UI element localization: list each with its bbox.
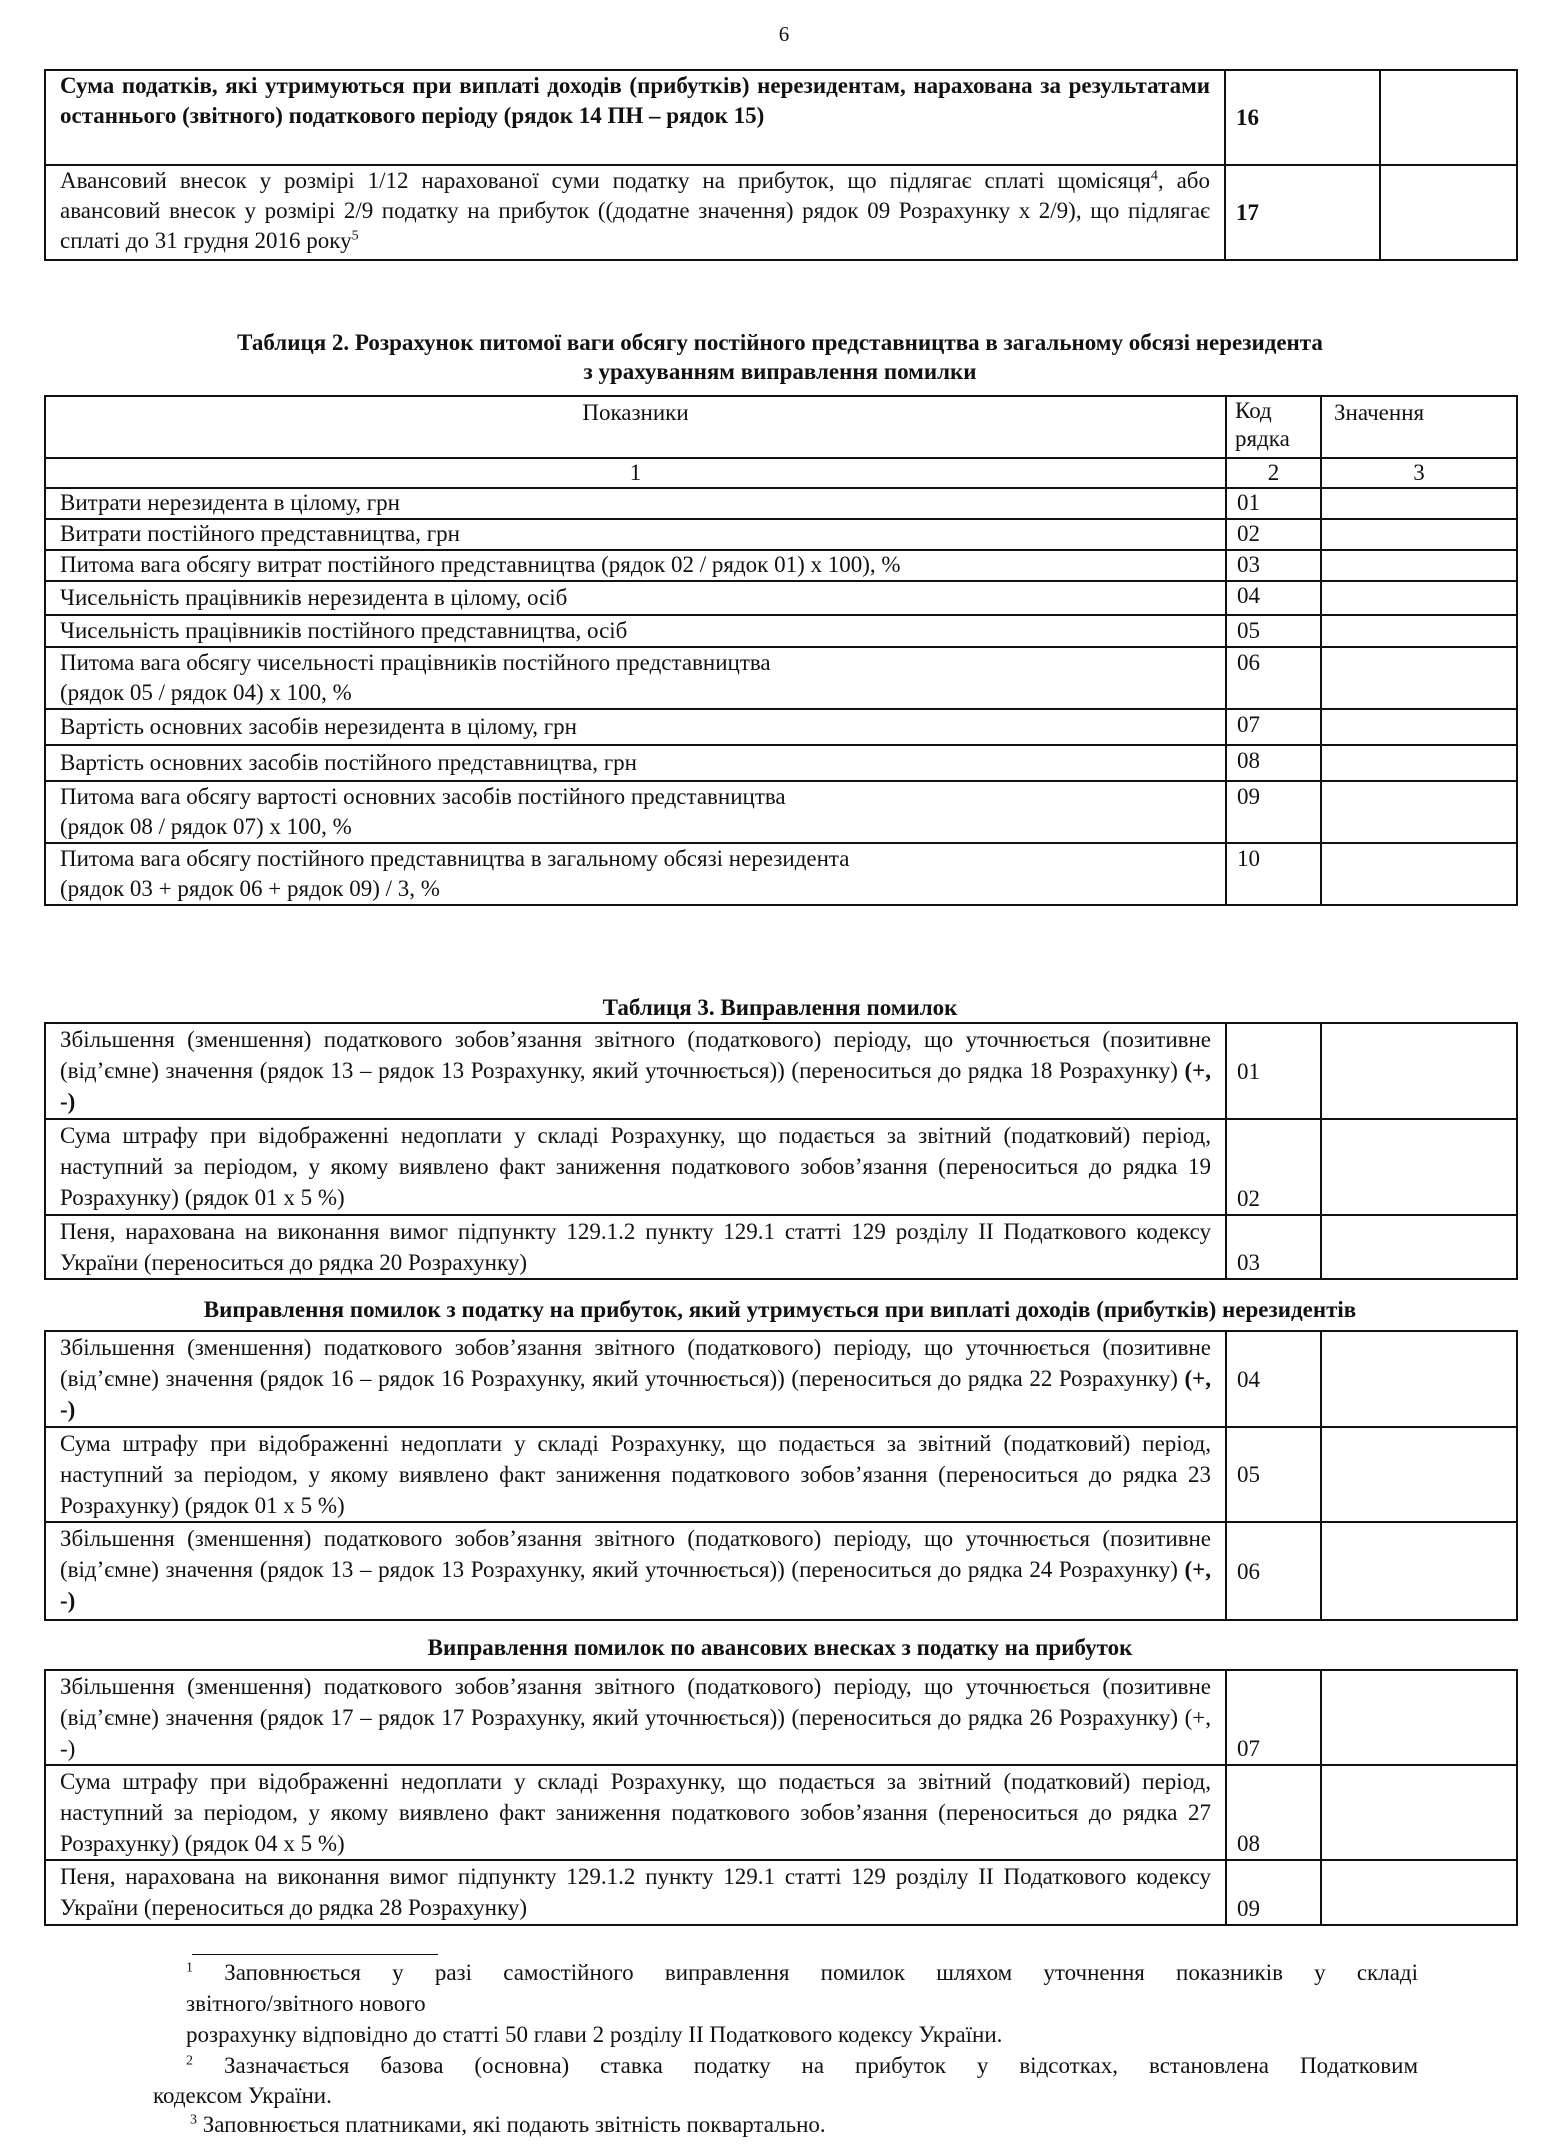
row-code: 10 bbox=[1226, 843, 1321, 905]
row-17-label bbox=[45, 165, 1225, 260]
footnote-1-mark: 1 bbox=[186, 1960, 193, 1976]
row-label bbox=[45, 647, 1226, 709]
row-code: 07 bbox=[1226, 709, 1321, 745]
table-row bbox=[45, 165, 1517, 260]
footnote-separator bbox=[192, 1954, 438, 1955]
footnote-3 bbox=[190, 2110, 826, 2140]
footnote-ref-5: 5 bbox=[351, 228, 359, 244]
row-label: Збільшення (зменшення) податкового зобов’язання звітного (податкового) періоду, що уточнюється (позитивне (від’ємне) значення (рядок 17 – рядок 17 Розрахунку, який уточнюється)) (переноситься до рядка 26 Розрахунку) (+, -) bbox=[45, 1670, 1226, 1765]
table-continuation bbox=[44, 69, 1518, 261]
table-row bbox=[45, 581, 1517, 615]
row-code: 08 bbox=[1226, 1765, 1321, 1860]
table-row bbox=[45, 1215, 1517, 1279]
row-value[interactable] bbox=[1321, 615, 1517, 647]
row-17-text-a: Авансовий внесок у розмірі 1/12 нарахованої суми податку на прибуток, що підлягає сплаті щомісяця bbox=[60, 168, 1151, 193]
row-value[interactable] bbox=[1321, 488, 1517, 519]
row-code: 09 bbox=[1226, 1860, 1321, 1925]
row-code: 07 bbox=[1226, 1670, 1321, 1765]
page-number: 6 bbox=[778, 22, 790, 46]
header-value: Значення bbox=[1321, 396, 1517, 458]
row-label: Витрати постійного представництва, грн bbox=[45, 519, 1226, 550]
row-label: Витрати нерезидента в цілому, грн bbox=[45, 488, 1226, 519]
sign-note: (+, -) bbox=[60, 1557, 1212, 1613]
subtitle-advance: Виправлення помилок по авансових внесках з податку на прибуток bbox=[427, 1635, 1133, 1660]
table-row bbox=[45, 1331, 1517, 1427]
row-value[interactable] bbox=[1321, 1860, 1517, 1925]
table-row bbox=[45, 488, 1517, 519]
table2-colnum-row bbox=[45, 458, 1517, 488]
row-value[interactable] bbox=[1321, 647, 1517, 709]
row-value[interactable] bbox=[1321, 709, 1517, 745]
footnote-2-line1 bbox=[186, 2051, 1418, 2081]
row-code: 02 bbox=[1226, 519, 1321, 550]
footnote-3-text: Заповнюється платниками, які подають звітність поквартально. bbox=[202, 2112, 826, 2137]
row-label: Чисельність працівників постійного представництва, осіб bbox=[45, 615, 1226, 647]
row-label: Сума штрафу при відображенні недоплати у складі Розрахунку, що подається за звітний (податковий) період, наступний за періодом, у якому виявлено факт заниження податкового зобов’язання (переноситься до рядка 27 Розрахунку) (рядок 04 х 5 %) bbox=[45, 1765, 1226, 1860]
row-value[interactable] bbox=[1321, 1023, 1517, 1119]
row-label: Вартість основних засобів нерезидента в цілому, грн bbox=[45, 709, 1226, 745]
row-label bbox=[45, 781, 1226, 843]
row-value[interactable] bbox=[1321, 781, 1517, 843]
row-label: Пеня, нарахована на виконання вимог підпункту 129.1.2 пункту 129.1 статті 129 розділу ІІ Податкового кодексу України (переноситься до рядка 20 Розрахунку) bbox=[45, 1215, 1226, 1279]
row-label: Сума штрафу при відображенні недоплати у складі Розрахунку, що подається за звітний (податковий) період, наступний за періодом, у якому виявлено факт заниження податкового зобов’язання (переноситься до рядка 19 Розрахунку) (рядок 01 х 5 %) bbox=[45, 1119, 1226, 1215]
header-code: Код рядка bbox=[1226, 396, 1321, 458]
table3-title: Таблиця 3. Виправлення помилок bbox=[602, 995, 958, 1020]
row-code: 03 bbox=[1226, 550, 1321, 581]
row-code: 03 bbox=[1226, 1215, 1321, 1279]
table-row bbox=[45, 550, 1517, 581]
row-code: 05 bbox=[1226, 615, 1321, 647]
row-code: 09 bbox=[1226, 781, 1321, 843]
row-code: 02 bbox=[1226, 1119, 1321, 1215]
row-text: Збільшення (зменшення) податкового зобов’язання звітного (податкового) періоду, що уточнюється (позитивне (від’ємне) значення (рядок 13 – рядок 13 Розрахунку, який уточнюється)) (переноситься до рядка 18 Розрахунку) bbox=[60, 1027, 1211, 1083]
table-row bbox=[45, 1023, 1517, 1119]
row-value[interactable] bbox=[1321, 1670, 1517, 1765]
colnum-1: 1 bbox=[45, 458, 1226, 488]
table-row bbox=[45, 843, 1517, 905]
table2-title-line1: Таблиця 2. Розрахунок питомої ваги обсягу постійного представництва в загальному обсязі нерезидента bbox=[237, 330, 1323, 355]
table-row bbox=[45, 781, 1517, 843]
row-17-value[interactable] bbox=[1380, 165, 1517, 260]
row-label: Сума штрафу при відображенні недоплати у складі Розрахунку, що подається за звітний (податковий) період, наступний за періодом, у якому виявлено факт заниження податкового зобов’язання (переноситься до рядка 23 Розрахунку) (рядок 01 х 5 %) bbox=[45, 1427, 1226, 1522]
table-row bbox=[45, 1119, 1517, 1215]
row-code: 04 bbox=[1226, 581, 1321, 615]
table3-advance bbox=[44, 1669, 1518, 1926]
table3-nonresident bbox=[44, 1330, 1518, 1621]
row-code: 05 bbox=[1226, 1427, 1321, 1522]
row-value[interactable] bbox=[1321, 1215, 1517, 1279]
footnote-2-text: Зазначається базова (основна) ставка податку на прибуток у відсотках, встановлена Податковим bbox=[223, 2053, 1419, 2078]
footnote-1-line3: розрахунку відповідно до статті 50 глави 2 розділу ІІ Податкового кодексу України. bbox=[186, 2022, 1003, 2047]
row-code: 06 bbox=[1226, 1522, 1321, 1620]
row-label-line2: (рядок 05 / рядок 04) х 100, % bbox=[60, 680, 352, 705]
row-16-label: Сума податків, які утримуються при виплаті доходів (прибутків) нерезидентам, нарахована за результатами останнього (звітного) податкового періоду (рядок 14 ПН – рядок 15) bbox=[45, 70, 1225, 165]
row-label-line1: Питома вага обсягу чисельності працівників постійного представництва bbox=[60, 650, 771, 675]
colnum-3: 3 bbox=[1321, 458, 1517, 488]
table-row bbox=[45, 1522, 1517, 1620]
row-label bbox=[45, 1522, 1226, 1620]
row-value[interactable] bbox=[1321, 1427, 1517, 1522]
row-text: Збільшення (зменшення) податкового зобов’язання звітного (податкового) періоду, що уточнюється (позитивне (від’ємне) значення (рядок 16 – рядок 16 Розрахунку, який уточнюється)) (переноситься до рядка 22 Розрахунку) bbox=[60, 1335, 1211, 1391]
row-text: Збільшення (зменшення) податкового зобов’язання звітного (податкового) періоду, що уточнюється (позитивне (від’ємне) значення (рядок 13 – рядок 13 Розрахунку, який уточнюється)) (переноситься до рядка 24 Розрахунку) bbox=[60, 1526, 1211, 1582]
row-label-line1: Питома вага обсягу вартості основних засобів постійного представництва bbox=[60, 784, 786, 809]
row-17-text-b: , або авансовий внесок у розмірі 2/9 податку на прибуток ((додатне значення) рядок 09 Розрахунку х 2/9), що підлягає сплаті до 31 грудня 2016 року bbox=[60, 168, 1210, 253]
footnote-2-line2: кодексом України. bbox=[153, 2083, 332, 2108]
row-label bbox=[45, 1331, 1226, 1427]
colnum-2: 2 bbox=[1226, 458, 1321, 488]
row-value[interactable] bbox=[1321, 745, 1517, 781]
row-label-line1: Питома вага обсягу постійного представництва в загальному обсязі нерезидента bbox=[60, 846, 850, 871]
table-row bbox=[45, 1860, 1517, 1925]
footnote-1-line2: звітного/звітного нового bbox=[186, 1991, 426, 2016]
row-value[interactable] bbox=[1321, 1119, 1517, 1215]
table2-header-row bbox=[45, 396, 1517, 458]
row-code: 06 bbox=[1226, 647, 1321, 709]
row-code: 01 bbox=[1226, 488, 1321, 519]
footnote-1-line1 bbox=[186, 1958, 1418, 1988]
table2 bbox=[44, 395, 1518, 906]
row-value[interactable] bbox=[1321, 519, 1517, 550]
table-row bbox=[45, 647, 1517, 709]
sign-note: (+, -) bbox=[60, 1058, 1212, 1114]
table3-main bbox=[44, 1022, 1518, 1280]
row-value[interactable] bbox=[1321, 1522, 1517, 1620]
footnote-1-text: Заповнюється у разі самостійного виправлення помилок шляхом уточнення показників у складі bbox=[224, 1960, 1418, 1985]
sign-note: (+, -) bbox=[60, 1366, 1212, 1422]
table-row bbox=[45, 615, 1517, 647]
row-value[interactable] bbox=[1321, 1331, 1517, 1427]
table-row bbox=[45, 519, 1517, 550]
subtitle-nonresident: Виправлення помилок з податку на прибуток, який утримується при виплаті доходів (прибутків) нерезидентів bbox=[203, 1297, 1357, 1322]
row-value[interactable] bbox=[1321, 1765, 1517, 1860]
row-code: 04 bbox=[1226, 1331, 1321, 1427]
row-value[interactable] bbox=[1321, 581, 1517, 615]
table-row bbox=[45, 70, 1517, 165]
row-label: Питома вага обсягу витрат постійного представництва (рядок 02 / рядок 01) х 100), % bbox=[45, 550, 1226, 581]
header-indicators: Показники bbox=[45, 396, 1226, 458]
row-label: Вартість основних засобів постійного представництва, грн bbox=[45, 745, 1226, 781]
row-code: 08 bbox=[1226, 745, 1321, 781]
table-row bbox=[45, 1765, 1517, 1860]
row-16-code: 16 bbox=[1225, 70, 1380, 165]
footnote-3-mark: 3 bbox=[190, 2112, 197, 2128]
footnote-ref-4: 4 bbox=[1150, 168, 1158, 184]
table-row bbox=[45, 1670, 1517, 1765]
table-row bbox=[45, 709, 1517, 745]
row-label: Чисельність працівників нерезидента в цілому, осіб bbox=[45, 581, 1226, 615]
table2-title-line2: з урахуванням виправлення помилки bbox=[583, 359, 977, 384]
row-label-line2: (рядок 08 / рядок 07) х 100, % bbox=[60, 814, 352, 839]
row-17-code: 17 bbox=[1225, 165, 1380, 260]
table-row bbox=[45, 1427, 1517, 1522]
footnote-2-mark: 2 bbox=[186, 2053, 193, 2069]
row-value[interactable] bbox=[1321, 843, 1517, 905]
row-label-line2: (рядок 03 + рядок 06 + рядок 09) / 3, % bbox=[60, 876, 440, 901]
row-label: Пеня, нарахована на виконання вимог підпункту 129.1.2 пункту 129.1 статті 129 розділу ІІ Податкового кодексу України (переноситься до рядка 28 Розрахунку) bbox=[45, 1860, 1226, 1925]
row-label bbox=[45, 843, 1226, 905]
row-code: 01 bbox=[1226, 1023, 1321, 1119]
row-label bbox=[45, 1023, 1226, 1119]
row-16-value[interactable] bbox=[1380, 70, 1517, 165]
table-row bbox=[45, 745, 1517, 781]
row-value[interactable] bbox=[1321, 550, 1517, 581]
